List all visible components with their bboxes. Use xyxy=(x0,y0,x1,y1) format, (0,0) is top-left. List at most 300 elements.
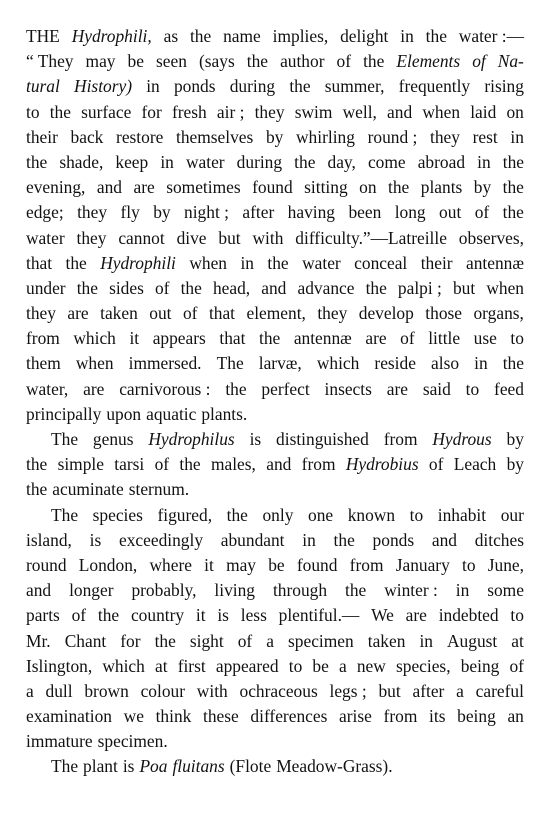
word: these xyxy=(203,706,239,727)
text-line xyxy=(26,402,524,427)
word: figured, xyxy=(157,504,213,525)
word: of xyxy=(154,454,170,475)
word: advance xyxy=(297,277,355,298)
word: from xyxy=(383,429,418,449)
word: at xyxy=(154,655,168,676)
word: the xyxy=(76,277,98,298)
word: Na- xyxy=(497,51,524,72)
word: but xyxy=(452,277,476,298)
text-line xyxy=(26,629,524,654)
word: organs, xyxy=(473,303,524,324)
word: insects xyxy=(324,378,372,399)
word: plant xyxy=(83,756,118,777)
word: living xyxy=(214,580,256,601)
word: probably, xyxy=(131,580,197,601)
word: upon xyxy=(106,403,142,424)
word: of xyxy=(474,202,490,223)
word: to xyxy=(462,554,476,575)
word: which xyxy=(102,655,145,676)
word: to xyxy=(26,101,40,122)
word: Chant xyxy=(64,630,107,651)
word: to xyxy=(510,328,524,349)
page-text xyxy=(26,24,524,780)
word: edge; xyxy=(26,202,64,223)
word: the xyxy=(425,26,447,46)
word: of xyxy=(336,51,352,72)
text-line xyxy=(26,150,524,175)
text-line xyxy=(26,704,524,729)
word: only xyxy=(262,504,294,525)
word: after xyxy=(242,202,275,223)
word: round xyxy=(26,554,67,575)
word: by xyxy=(506,429,524,449)
text-line xyxy=(26,528,524,553)
word: it xyxy=(129,328,140,349)
word: Hydrophili xyxy=(100,252,176,273)
word: Hydrophilus xyxy=(148,429,235,449)
word: as xyxy=(163,26,179,46)
word: principally xyxy=(26,403,102,424)
text-line xyxy=(26,74,524,99)
text-line xyxy=(26,603,524,628)
word: with xyxy=(196,680,228,701)
word: parts xyxy=(26,605,60,626)
word: in xyxy=(146,76,160,97)
word: long xyxy=(394,202,426,223)
word: in xyxy=(477,151,491,172)
text-line xyxy=(26,125,524,150)
text-line xyxy=(26,754,524,779)
word: carnivorous : xyxy=(119,378,211,399)
word: the xyxy=(226,504,248,525)
word: delight xyxy=(340,26,389,46)
word: inhabit xyxy=(437,504,487,525)
word: an xyxy=(507,706,524,727)
word: island, xyxy=(26,529,72,550)
word: during xyxy=(236,151,283,172)
word: ponds xyxy=(173,76,216,97)
word: a xyxy=(266,630,274,651)
text-line xyxy=(26,503,524,528)
word: by xyxy=(153,202,171,223)
word: (Flote xyxy=(229,756,272,777)
word: tural xyxy=(26,76,60,97)
word: sides xyxy=(109,277,144,298)
word: The xyxy=(51,504,79,525)
word: Hydrous xyxy=(432,429,492,449)
word: the xyxy=(333,529,355,550)
word: sternum. xyxy=(128,479,190,500)
word: the xyxy=(246,51,269,72)
word: our xyxy=(500,504,524,525)
word: that xyxy=(208,303,236,324)
word: they xyxy=(430,126,460,147)
word: the xyxy=(259,328,281,349)
word: on xyxy=(359,177,377,198)
word: palpi ; xyxy=(397,277,442,298)
word: perfect xyxy=(261,378,310,399)
word: and xyxy=(261,277,287,298)
word: and xyxy=(387,101,413,122)
word: may xyxy=(226,554,257,575)
word: fluitans xyxy=(172,756,225,777)
word: first xyxy=(177,655,206,676)
word: be xyxy=(268,554,285,575)
word: the xyxy=(26,454,48,475)
word: one xyxy=(308,504,334,525)
word: in xyxy=(510,126,524,147)
word: exceedingly xyxy=(119,529,204,550)
text-line xyxy=(26,452,524,477)
word: sitting xyxy=(304,177,348,198)
word: night ; xyxy=(184,202,229,223)
word: of xyxy=(472,51,486,72)
word: rest xyxy=(472,126,498,147)
word: when xyxy=(189,252,227,273)
word: the xyxy=(189,26,212,46)
word: the xyxy=(502,177,524,198)
word: the xyxy=(179,454,201,475)
word: difficulty.”—Latreille xyxy=(295,227,447,248)
word: the xyxy=(365,277,387,298)
word: their xyxy=(420,252,453,273)
word: are xyxy=(83,378,105,399)
word: differences xyxy=(250,706,328,727)
word: known xyxy=(347,504,396,525)
word: of xyxy=(154,277,170,298)
word: the xyxy=(294,151,316,172)
word: but xyxy=(218,227,241,248)
word: after xyxy=(412,680,445,701)
word: whirling xyxy=(296,126,355,147)
word: antennæ xyxy=(466,252,524,273)
word: Hydrophili, xyxy=(71,26,152,46)
word: simple xyxy=(57,454,104,475)
word: some xyxy=(487,580,524,601)
word: January xyxy=(395,554,450,575)
word: is xyxy=(89,529,102,550)
word: taken xyxy=(100,303,138,324)
word: aquatic xyxy=(146,403,197,424)
word: author xyxy=(280,51,325,72)
word: We xyxy=(371,605,394,626)
word: found xyxy=(296,554,338,575)
word: day, xyxy=(327,151,356,172)
word: out xyxy=(149,303,172,324)
word: plants. xyxy=(201,403,248,424)
word: their xyxy=(26,126,58,147)
word: History) xyxy=(74,76,132,97)
word: the xyxy=(502,353,524,374)
word: sometimes xyxy=(166,177,241,198)
word: ponds xyxy=(372,529,415,550)
word: are xyxy=(365,328,387,349)
word: examination xyxy=(26,706,112,727)
word: and xyxy=(26,580,52,601)
word: the xyxy=(502,202,524,223)
word: through xyxy=(272,580,328,601)
word: tarsi xyxy=(114,454,145,475)
word: by xyxy=(265,126,284,147)
word: rising xyxy=(484,76,524,97)
word: found xyxy=(252,177,293,198)
word: specimen. xyxy=(97,731,168,752)
word: implies, xyxy=(272,26,329,46)
word: London, xyxy=(78,554,138,575)
word: acuminate xyxy=(52,479,124,500)
word: genus xyxy=(92,429,134,449)
word: develop xyxy=(358,303,414,324)
word: observes, xyxy=(458,227,524,248)
word: the xyxy=(26,479,48,500)
word: water, xyxy=(26,378,69,399)
word: dive xyxy=(176,227,207,248)
word: it xyxy=(195,605,206,626)
text-line xyxy=(26,729,524,754)
word: water :— xyxy=(458,26,524,46)
word: antennæ xyxy=(293,328,352,349)
word: Mr. xyxy=(26,630,51,651)
word: a xyxy=(456,680,464,701)
word: of xyxy=(71,605,87,626)
word: those xyxy=(425,303,463,324)
word: in xyxy=(160,151,174,172)
word: The xyxy=(216,353,244,374)
word: but xyxy=(378,680,401,701)
word: swim xyxy=(294,101,333,122)
word: name xyxy=(223,26,261,46)
word: Leach xyxy=(453,454,497,475)
word: abroad xyxy=(417,151,466,172)
word: abundant xyxy=(220,529,285,550)
word: restore xyxy=(116,126,164,147)
word: specimen xyxy=(288,630,354,651)
word: said xyxy=(422,378,451,399)
word: water xyxy=(26,227,65,248)
word: appeared xyxy=(215,655,279,676)
word: Hydrobius xyxy=(345,454,419,475)
word: out xyxy=(439,202,462,223)
word: they xyxy=(317,303,348,324)
word: a xyxy=(26,680,34,701)
word: is xyxy=(249,429,262,449)
word: to xyxy=(465,378,480,399)
word: reside xyxy=(374,353,416,374)
word: they xyxy=(76,227,107,248)
word: air ; xyxy=(216,101,245,122)
word: on xyxy=(506,101,524,122)
word: THE xyxy=(26,26,60,46)
word: when xyxy=(422,101,461,122)
word: the xyxy=(225,378,247,399)
text-line xyxy=(26,326,524,351)
word: been xyxy=(348,202,382,223)
word: The xyxy=(51,429,79,449)
word: shade, xyxy=(59,151,104,172)
word: from xyxy=(383,706,418,727)
word: summer, xyxy=(324,76,385,97)
word: August xyxy=(447,630,498,651)
word: of xyxy=(237,630,253,651)
word: may xyxy=(85,51,116,72)
word: plentiful.— xyxy=(278,605,360,626)
text-line xyxy=(26,477,524,502)
word: the xyxy=(97,605,120,626)
word: themselves xyxy=(176,126,254,147)
text-line xyxy=(26,301,524,326)
text-line xyxy=(26,100,524,125)
word: males, xyxy=(210,454,256,475)
word: them xyxy=(26,353,61,374)
word: that xyxy=(26,252,53,273)
word: come xyxy=(367,151,406,172)
word: be xyxy=(312,655,329,676)
word: by xyxy=(506,454,524,475)
word: to xyxy=(409,504,424,525)
word: from xyxy=(26,328,60,349)
word: distinguished xyxy=(276,429,369,449)
text-line xyxy=(26,351,524,376)
word: in xyxy=(240,252,254,273)
word: are xyxy=(67,303,89,324)
word: use xyxy=(473,328,497,349)
word: appears xyxy=(152,328,206,349)
word: the xyxy=(363,51,385,72)
word: to xyxy=(288,655,303,676)
word: the xyxy=(345,580,367,601)
word: we xyxy=(123,706,144,727)
word: little xyxy=(428,328,461,349)
text-line xyxy=(26,679,524,704)
text-line xyxy=(26,49,524,74)
word: with xyxy=(252,227,284,248)
word: arise xyxy=(339,706,372,727)
word: are xyxy=(386,378,408,399)
word: the xyxy=(154,630,176,651)
text-line xyxy=(26,251,524,276)
word: back xyxy=(70,126,104,147)
word: in xyxy=(302,529,316,550)
word: fresh xyxy=(171,101,207,122)
word: (says xyxy=(198,51,235,72)
text-line xyxy=(26,175,524,200)
word: frequently xyxy=(398,76,471,97)
word: when xyxy=(486,277,524,298)
word: less xyxy=(240,605,267,626)
word: the xyxy=(65,252,87,273)
word: when xyxy=(75,353,114,374)
word: think xyxy=(155,706,192,727)
word: evening, xyxy=(26,177,86,198)
word: be xyxy=(127,51,144,72)
word: where xyxy=(149,554,192,575)
text-line xyxy=(26,200,524,225)
word: from xyxy=(301,454,336,475)
word: longer xyxy=(69,580,114,601)
word: that xyxy=(219,328,246,349)
word: which xyxy=(316,353,360,374)
word: the xyxy=(26,151,48,172)
word: and xyxy=(96,177,123,198)
word: under xyxy=(26,277,66,298)
word: dull xyxy=(45,680,73,701)
word: larvæ, xyxy=(258,353,302,374)
text-line xyxy=(26,276,524,301)
word: cannot xyxy=(118,227,165,248)
word: is xyxy=(122,756,135,777)
word: of xyxy=(509,655,524,676)
word: for xyxy=(141,101,162,122)
word: keep xyxy=(115,151,149,172)
word: The xyxy=(51,756,79,777)
word: laid xyxy=(470,101,497,122)
word: are xyxy=(405,605,427,626)
word: the xyxy=(289,76,311,97)
word: in xyxy=(419,630,433,651)
word: and xyxy=(266,454,292,475)
text-line xyxy=(26,654,524,679)
word: from xyxy=(349,554,384,575)
word: element, xyxy=(246,303,306,324)
word: legs ; xyxy=(329,680,367,701)
word: species, xyxy=(395,655,451,676)
word: conceal xyxy=(354,252,408,273)
word: seen xyxy=(156,51,187,72)
word: it xyxy=(204,554,214,575)
word: immersed. xyxy=(128,353,202,374)
word: sight xyxy=(189,630,224,651)
word: Elements xyxy=(396,51,461,72)
text-line xyxy=(26,24,524,49)
word: the xyxy=(49,101,71,122)
word: its xyxy=(429,706,446,727)
word: the xyxy=(180,277,202,298)
word: the xyxy=(502,151,524,172)
word: the xyxy=(267,252,289,273)
word: of xyxy=(428,454,444,475)
word: having xyxy=(287,202,336,223)
word: in xyxy=(400,26,414,46)
word: a xyxy=(338,655,347,676)
word: of xyxy=(400,328,415,349)
word: country xyxy=(130,605,185,626)
word: being xyxy=(460,655,500,676)
word: surface xyxy=(81,101,132,122)
word: is xyxy=(217,605,229,626)
word: being xyxy=(457,706,496,727)
word: in xyxy=(474,353,488,374)
word: during xyxy=(229,76,276,97)
word: to xyxy=(510,605,524,626)
word: also xyxy=(431,353,460,374)
word: ditches xyxy=(474,529,524,550)
word: species xyxy=(92,504,143,525)
word: which xyxy=(73,328,116,349)
word: of xyxy=(182,303,198,324)
word: water xyxy=(185,151,225,172)
word: they xyxy=(26,303,56,324)
word: ochraceous xyxy=(239,680,318,701)
text-line xyxy=(26,226,524,251)
text-line xyxy=(26,578,524,603)
word: feed xyxy=(494,378,524,399)
word: and xyxy=(431,529,457,550)
word: well, xyxy=(342,101,377,122)
word: at xyxy=(511,630,524,651)
word: Poa xyxy=(139,756,168,777)
word: new xyxy=(356,655,386,676)
word: “ They xyxy=(26,51,74,72)
